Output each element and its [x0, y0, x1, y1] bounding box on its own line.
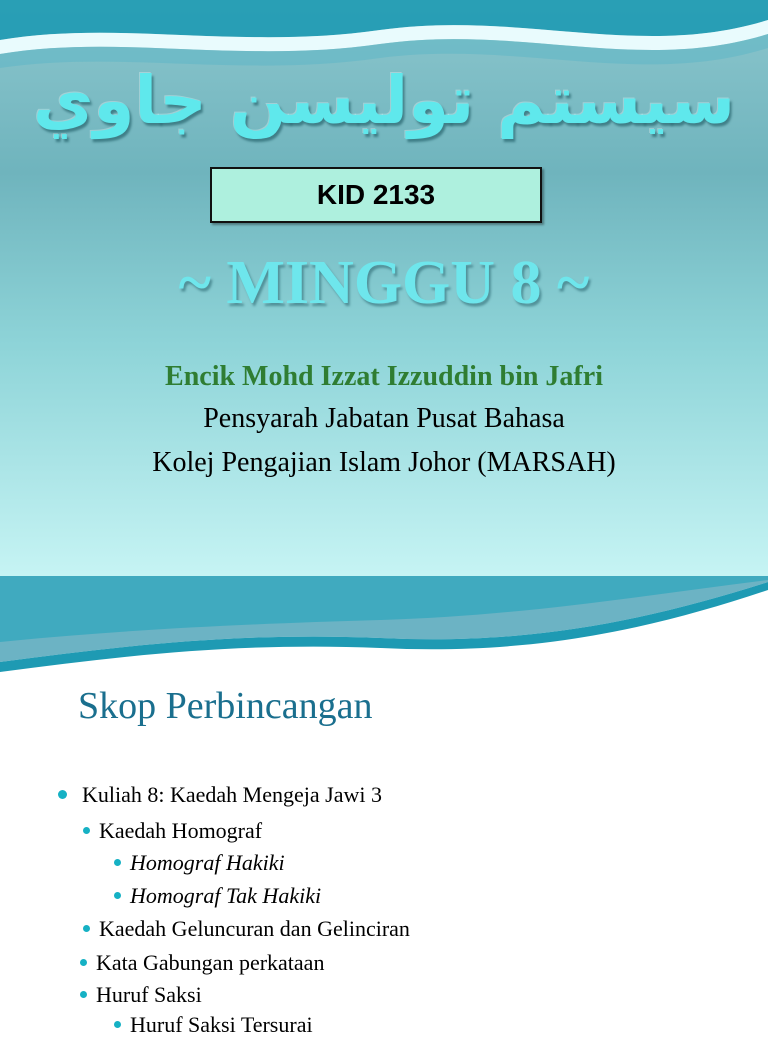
list-item: Huruf Saksi [80, 982, 202, 1008]
bullet-dot-icon [83, 925, 90, 932]
college-name: Kolej Pengajian Islam Johor (MARSAH) [152, 447, 616, 478]
list-item: Homograf Hakiki [114, 850, 285, 876]
list-item: Huruf Saksi Tersurai [114, 1012, 313, 1038]
bullet-dot-icon [114, 892, 121, 899]
list-item: Kaedah Geluncuran dan Gelinciran [83, 916, 410, 942]
bullet-dot-icon [114, 859, 121, 866]
list-item: Kaedah Homograf [83, 818, 262, 844]
arabic-title: سيستم توليسن جاوي [33, 62, 735, 139]
bullet-dot-icon [83, 827, 90, 834]
lecturer-position: Pensyarah Jabatan Pusat Bahasa [203, 403, 565, 434]
scope-slide [0, 576, 768, 1037]
bullet-dot-icon [58, 790, 67, 799]
slide-title: Skop Perbincangan [78, 685, 373, 727]
bullet-dot-icon [80, 959, 87, 966]
bullet-dot-icon [80, 991, 87, 998]
list-item: Homograf Tak Hakiki [114, 883, 321, 909]
lecturer-name: Encik Mohd Izzat Izzuddin bin Jafri [165, 361, 603, 392]
course-code-box: KID 2133 [210, 167, 542, 223]
list-item: Kata Gabungan perkataan [80, 950, 324, 976]
wave-decoration [0, 576, 768, 676]
list-item: Kuliah 8: Kaedah Mengeja Jawi 3 [58, 782, 382, 808]
bullet-dot-icon [114, 1021, 121, 1028]
week-title: ~ MINGGU 8 ~ [178, 249, 590, 317]
